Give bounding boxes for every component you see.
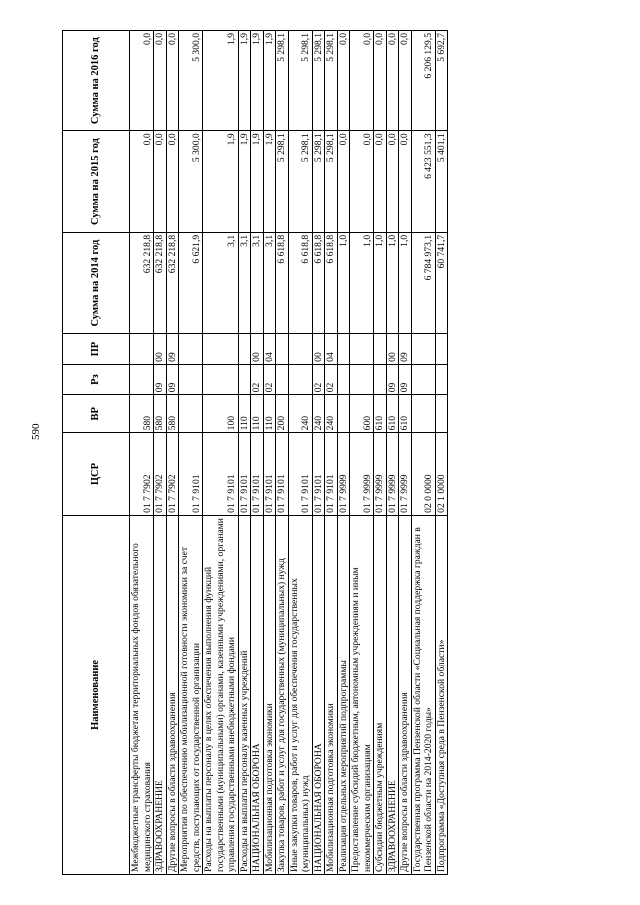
row-name: Подпрограмма «Доступная среда в Пензенской области» xyxy=(435,515,448,874)
row-rz: 09 xyxy=(154,364,167,394)
row-sum-2014: 6 618,8 xyxy=(288,232,312,334)
row-sum-2014: 1,0 xyxy=(399,232,412,334)
table-row xyxy=(374,31,387,875)
table-row xyxy=(337,31,350,875)
row-rz: 02 xyxy=(312,364,325,394)
row-vr xyxy=(435,395,448,433)
row-pr xyxy=(179,334,203,364)
header-sum-2015: Сумма на 2015 год xyxy=(63,131,130,233)
row-sum-2015: 0,0 xyxy=(154,131,167,233)
row-sum-2016: 6 206 129,5 xyxy=(411,31,435,131)
row-sum-2016: 1,9 xyxy=(251,31,264,131)
row-name: Иные закупки товаров, работ и услуг для обеспечения государственных (муниципальных) нужд xyxy=(288,515,312,874)
row-sum-2015: 5 298,1 xyxy=(312,131,325,233)
row-sum-2014: 632 218,8 xyxy=(154,232,167,334)
row-pr xyxy=(337,334,350,364)
table-row xyxy=(179,31,203,875)
row-rz xyxy=(350,364,374,394)
row-sum-2015: 1,9 xyxy=(251,131,264,233)
row-sum-2014: 3,1 xyxy=(238,232,251,334)
row-rz xyxy=(203,364,239,394)
budget-table-container xyxy=(62,30,448,875)
row-vr: 240 xyxy=(288,395,312,433)
row-csr: 01 7 9999 xyxy=(399,433,412,515)
header-sum-2016: Сумма на 2016 год xyxy=(63,31,130,131)
row-sum-2015: 5 401,1 xyxy=(435,131,448,233)
row-csr: 01 7 9101 xyxy=(263,433,276,515)
row-rz xyxy=(411,364,435,394)
row-vr: 200 xyxy=(276,395,289,433)
header-vr: ВР xyxy=(63,395,130,433)
row-sum-2014: 632 218,8 xyxy=(130,232,154,334)
row-sum-2014: 1,0 xyxy=(374,232,387,334)
row-sum-2016: 5 298,1 xyxy=(325,31,338,131)
row-name: Расходы на выплаты персоналу казенных учреждений xyxy=(238,515,251,874)
row-sum-2015: 0,0 xyxy=(350,131,374,233)
table-row xyxy=(154,31,167,875)
row-sum-2016: 0,0 xyxy=(130,31,154,131)
row-sum-2015: 0,0 xyxy=(386,131,399,233)
row-pr xyxy=(411,334,435,364)
row-rz xyxy=(337,364,350,394)
table-row xyxy=(203,31,239,875)
row-rz xyxy=(435,364,448,394)
row-rz xyxy=(374,364,387,394)
row-sum-2016: 5 298,1 xyxy=(276,31,289,131)
table-row xyxy=(325,31,338,875)
header-pr: ПР xyxy=(63,334,130,364)
row-sum-2014: 1,0 xyxy=(337,232,350,334)
row-sum-2014: 1,0 xyxy=(350,232,374,334)
row-pr xyxy=(238,334,251,364)
row-vr: 610 xyxy=(374,395,387,433)
row-sum-2015: 5 298,1 xyxy=(288,131,312,233)
table-row xyxy=(288,31,312,875)
row-vr: 610 xyxy=(386,395,399,433)
row-vr: 240 xyxy=(312,395,325,433)
header-name: Наименование xyxy=(63,515,130,874)
table-body xyxy=(130,31,448,875)
row-vr: 580 xyxy=(130,395,154,433)
row-rz: 02 xyxy=(251,364,264,394)
table-row xyxy=(251,31,264,875)
row-rz: 02 xyxy=(325,364,338,394)
row-sum-2016: 5 298,1 xyxy=(312,31,325,131)
row-pr: 04 xyxy=(325,334,338,364)
row-rz: 09 xyxy=(166,364,179,394)
row-csr: 01 7 7902 xyxy=(130,433,154,515)
row-vr: 100 xyxy=(203,395,239,433)
row-vr: 240 xyxy=(325,395,338,433)
row-pr: 00 xyxy=(251,334,264,364)
row-sum-2016: 0,0 xyxy=(399,31,412,131)
row-sum-2015: 5 298,1 xyxy=(325,131,338,233)
row-name: Предоставление субсидий бюджетным, автономным учреждениям и иным некоммерческим организациям xyxy=(350,515,374,874)
table-header-row xyxy=(63,31,130,875)
row-pr xyxy=(435,334,448,364)
page-number: 590 xyxy=(30,423,42,440)
row-sum-2016: 1,9 xyxy=(263,31,276,131)
row-csr: 01 7 7902 xyxy=(154,433,167,515)
row-sum-2015: 0,0 xyxy=(374,131,387,233)
row-sum-2014: 3,1 xyxy=(263,232,276,334)
table-row xyxy=(312,31,325,875)
row-sum-2014: 6 618,8 xyxy=(312,232,325,334)
header-sum-2014: Сумма на 2014 год xyxy=(63,232,130,334)
row-vr xyxy=(337,395,350,433)
row-csr: 01 7 9999 xyxy=(374,433,387,515)
row-csr: 01 7 9101 xyxy=(179,433,203,515)
row-sum-2015: 6 423 551,3 xyxy=(411,131,435,233)
row-csr: 01 7 9101 xyxy=(288,433,312,515)
row-csr: 01 7 9101 xyxy=(203,433,239,515)
table-row xyxy=(350,31,374,875)
row-csr: 01 7 9101 xyxy=(312,433,325,515)
row-name: Мероприятия по обеспечению мобилизационной готовности экономики за счет средств, поступающих от государственной организации xyxy=(179,515,203,874)
row-pr xyxy=(374,334,387,364)
row-name: Реализация отдельных мероприятий подпрограммы xyxy=(337,515,350,874)
row-csr: 01 7 9101 xyxy=(325,433,338,515)
row-vr xyxy=(411,395,435,433)
table-row xyxy=(276,31,289,875)
row-name: Государственная программа Пензенской области «Социальная поддержка граждан в Пензенской области на 2014-2020 годы» xyxy=(411,515,435,874)
row-sum-2015: 1,9 xyxy=(238,131,251,233)
row-vr: 110 xyxy=(238,395,251,433)
row-pr: 00 xyxy=(386,334,399,364)
row-sum-2016: 1,9 xyxy=(238,31,251,131)
row-pr: 00 xyxy=(154,334,167,364)
row-csr: 01 7 9999 xyxy=(386,433,399,515)
row-sum-2016: 0,0 xyxy=(374,31,387,131)
row-sum-2015: 1,9 xyxy=(263,131,276,233)
row-vr: 580 xyxy=(154,395,167,433)
row-name: Другие вопросы в области здравоохранения xyxy=(166,515,179,874)
row-csr: 01 7 9999 xyxy=(350,433,374,515)
row-sum-2016: 1,9 xyxy=(203,31,239,131)
header-rz: Рз xyxy=(63,364,130,394)
table-row xyxy=(238,31,251,875)
row-sum-2016: 5 692,7 xyxy=(435,31,448,131)
row-name: Закупка товаров, работ и услуг для государственных (муниципальных) нужд xyxy=(276,515,289,874)
row-name: НАЦИОНАЛЬНАЯ ОБОРОНА xyxy=(312,515,325,874)
row-csr: 01 7 9101 xyxy=(276,433,289,515)
row-pr xyxy=(276,334,289,364)
row-csr: 01 7 9999 xyxy=(337,433,350,515)
row-csr: 01 7 9101 xyxy=(251,433,264,515)
row-sum-2015: 0,0 xyxy=(399,131,412,233)
row-sum-2016: 5 300,0 xyxy=(179,31,203,131)
row-pr: 04 xyxy=(263,334,276,364)
row-rz xyxy=(238,364,251,394)
table-row xyxy=(386,31,399,875)
row-rz: 02 xyxy=(263,364,276,394)
row-pr xyxy=(288,334,312,364)
row-name: ЗДРАВООХРАНЕНИЕ xyxy=(386,515,399,874)
row-csr: 01 7 7902 xyxy=(166,433,179,515)
row-csr: 01 7 9101 xyxy=(238,433,251,515)
row-rz xyxy=(288,364,312,394)
row-rz xyxy=(179,364,203,394)
row-sum-2016: 0,0 xyxy=(386,31,399,131)
row-sum-2015: 5 300,0 xyxy=(179,131,203,233)
row-pr xyxy=(130,334,154,364)
row-name: Субсидии бюджетным учреждениям xyxy=(374,515,387,874)
row-rz: 09 xyxy=(399,364,412,394)
row-pr xyxy=(203,334,239,364)
row-rz: 09 xyxy=(386,364,399,394)
row-name: Расходы на выплаты персоналу в целях обеспечения выполнения функций государственными (муниципальными) органами, казенными учреждениями, органами управления государственными внебюджетными фондами xyxy=(203,515,239,874)
row-vr: 580 xyxy=(166,395,179,433)
row-pr: 09 xyxy=(399,334,412,364)
row-rz xyxy=(130,364,154,394)
row-pr: 00 xyxy=(312,334,325,364)
row-pr: 09 xyxy=(166,334,179,364)
row-sum-2015: 5 298,1 xyxy=(276,131,289,233)
row-sum-2015: 0,0 xyxy=(337,131,350,233)
row-sum-2014: 60 741,7 xyxy=(435,232,448,334)
row-name: Мобилизационная подготовка экономики xyxy=(325,515,338,874)
row-csr: 02 0 0000 xyxy=(411,433,435,515)
table-row xyxy=(435,31,448,875)
row-sum-2016: 0,0 xyxy=(337,31,350,131)
row-sum-2015: 0,0 xyxy=(166,131,179,233)
row-vr: 610 xyxy=(399,395,412,433)
row-name: Межбюджетные трансферты бюджетам территориальных фондов обязательного медицинского страхования xyxy=(130,515,154,874)
row-vr xyxy=(179,395,203,433)
row-name: Другие вопросы в области здравоохранения xyxy=(399,515,412,874)
row-sum-2014: 1,0 xyxy=(386,232,399,334)
row-sum-2016: 0,0 xyxy=(166,31,179,131)
row-name: Мобилизационная подготовка экономики xyxy=(263,515,276,874)
row-vr: 110 xyxy=(251,395,264,433)
row-sum-2016: 0,0 xyxy=(154,31,167,131)
row-vr: 600 xyxy=(350,395,374,433)
row-sum-2014: 632 218,8 xyxy=(166,232,179,334)
table-row xyxy=(166,31,179,875)
table-row xyxy=(263,31,276,875)
row-csr: 02 1 0000 xyxy=(435,433,448,515)
row-sum-2014: 6 621,9 xyxy=(179,232,203,334)
header-csr: ЦСР xyxy=(63,433,130,515)
row-sum-2015: 1,9 xyxy=(203,131,239,233)
table-row xyxy=(399,31,412,875)
row-vr: 110 xyxy=(263,395,276,433)
row-sum-2015: 0,0 xyxy=(130,131,154,233)
row-sum-2016: 0,0 xyxy=(350,31,374,131)
row-sum-2014: 3,1 xyxy=(251,232,264,334)
row-name: НАЦИОНАЛЬНАЯ ОБОРОНА xyxy=(251,515,264,874)
row-sum-2014: 3,1 xyxy=(203,232,239,334)
row-pr xyxy=(350,334,374,364)
table-row xyxy=(411,31,435,875)
row-sum-2014: 6 618,8 xyxy=(276,232,289,334)
budget-table xyxy=(62,30,448,875)
row-sum-2016: 5 298,1 xyxy=(288,31,312,131)
row-name: ЗДРАВООХРАНЕНИЕ xyxy=(154,515,167,874)
table-row xyxy=(130,31,154,875)
row-rz xyxy=(276,364,289,394)
row-sum-2014: 6 618,8 xyxy=(325,232,338,334)
row-sum-2014: 6 784 973,1 xyxy=(411,232,435,334)
